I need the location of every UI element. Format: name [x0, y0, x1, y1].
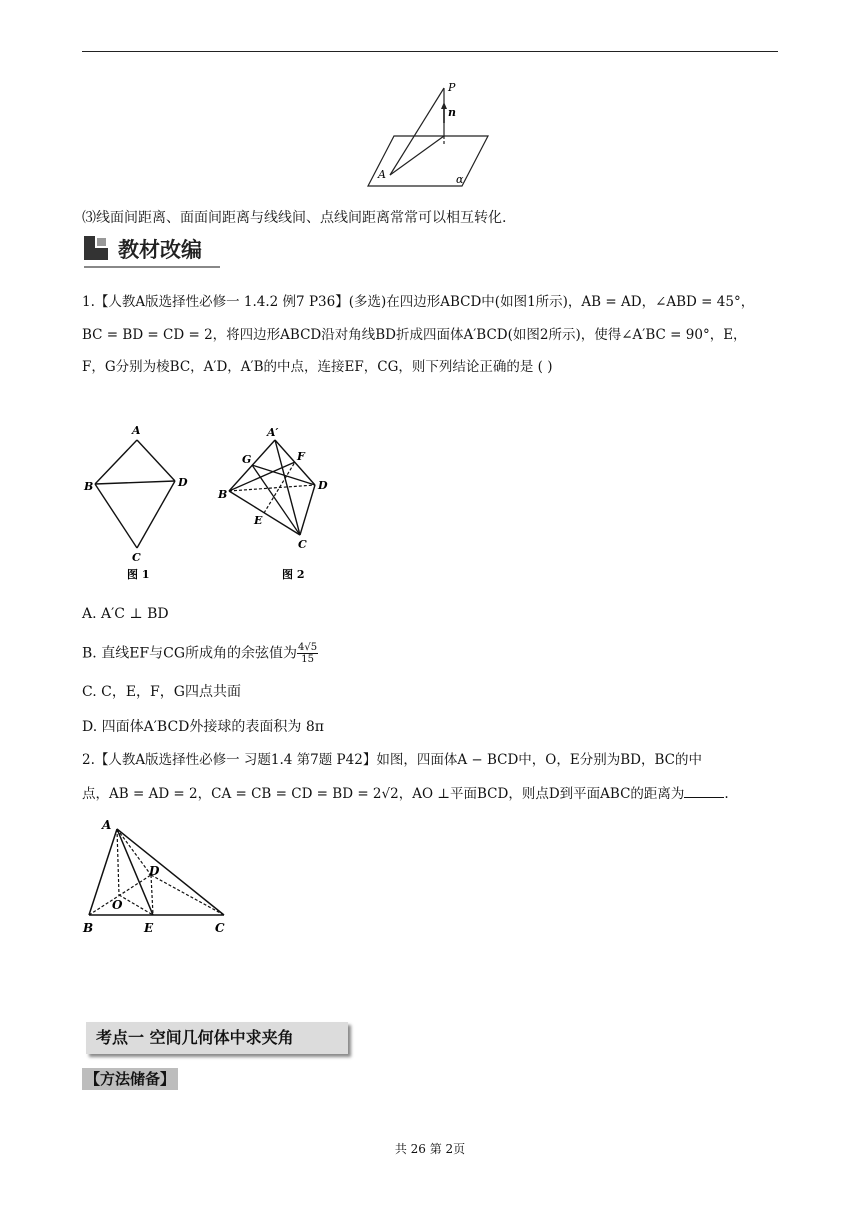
line-A-foot [390, 136, 444, 175]
edge-DC-hidden [151, 875, 224, 915]
figure-2 [217, 426, 328, 581]
q1-option-c: C. C，E，F，G四点共面 [82, 684, 241, 700]
q1-option-a: A. A′C ⊥ BD [82, 606, 169, 622]
fig2-label-D: D [318, 479, 328, 492]
fig2-caption: 图 2 [282, 568, 305, 581]
q2-figure [80, 815, 235, 937]
q2-line-1: 2.【人教A版选择性必修一 习题1.4 第7题 P42】如图，四面体A − BCD中，O，E分别为BD，BC的中 [82, 752, 702, 768]
fig1-label-A: A [132, 424, 141, 437]
q2-label-E: E [144, 921, 154, 935]
fig1-caption: 图 1 [127, 568, 150, 581]
q2-label-A: A [102, 818, 112, 832]
edge-OE-hidden [119, 895, 153, 915]
fig2-label-F: F [297, 450, 305, 463]
edge-AB [95, 440, 137, 484]
edge-AO-hidden [117, 829, 119, 895]
plane-figure [360, 78, 500, 190]
label-alpha: α [456, 173, 464, 186]
q2-label-C: C [215, 921, 225, 935]
plane-alpha [368, 136, 488, 186]
section-title: 教材改编 [118, 238, 202, 262]
edge-BD [95, 481, 175, 484]
fig1-label-C: C [132, 551, 141, 564]
fig1-label-B: B [84, 480, 94, 493]
fig2-label-A: A′ [267, 426, 279, 439]
q1-line-1: 1.【人教A版选择性必修一 1.4.2 例7 P36】(多选)在四边形ABCD中(如图1所示)，AB = AD，∠ABD = 45°， [82, 294, 755, 310]
q1-line-3: F，G分别为棱BC，A′D，A′B的中点，连接EF，CG，则下列结论正确的是 ( ) [82, 359, 553, 375]
answer-blank[interactable] [684, 783, 724, 798]
q1-figures [82, 418, 342, 588]
fraction-numerator: 4√5 [298, 642, 318, 653]
q2-label-O: O [112, 898, 123, 912]
label-P: P [448, 81, 456, 94]
topic-banner: 考点一 空间几何体中求夹角 [86, 1022, 348, 1054]
label-A: A [378, 168, 386, 181]
q1-option-b [82, 642, 318, 665]
q2-label-D: D [149, 864, 160, 878]
edge-AC [117, 829, 224, 915]
edge-DC [137, 481, 175, 548]
fig2-label-B: B [218, 488, 228, 501]
q1-option-b-text: B. 直线EF与CG所成角的余弦值为 [82, 645, 298, 662]
header-rule [82, 51, 778, 52]
normal-vector-arrow [441, 102, 447, 109]
line-AP [390, 88, 444, 175]
label-n: n [448, 106, 456, 119]
edge-AD [137, 440, 175, 481]
edge-DC [300, 485, 315, 535]
q1-option-b-fraction [297, 642, 318, 665]
fig2-label-E: E [254, 514, 263, 527]
q2-line-2-end: . [724, 786, 729, 802]
figure-1 [83, 424, 188, 581]
method-label: 【方法储备】 [82, 1068, 178, 1090]
section-icon [84, 236, 108, 260]
q2-line-2-text: 点，AB = AD = 2，CA = CB = CD = BD = 2√2，AO ⊥平面BCD，则点D到平面ABC的距离为 [82, 786, 685, 802]
edge-BC [95, 484, 137, 548]
page-footer: 共 26 第 2页 [394, 1142, 466, 1156]
fig2-label-C: C [298, 538, 307, 551]
q2-label-B: B [83, 921, 94, 935]
section-underline [84, 266, 220, 268]
q1-line-2: BC = BD = CD = 2，将四边形ABCD沿对角线BD折成四面体A′BCD(如图2所示)，使得∠A′BC = 90°，E， [82, 327, 747, 343]
q1-option-d: D. 四面体A′BCD外接球的表面积为 8π [82, 719, 324, 735]
fig2-label-G: G [242, 453, 252, 466]
fig1-label-D: D [178, 476, 188, 489]
note-3: ⑶线面间距离、面面间距离与线线间、点线间距离常常可以相互转化. [82, 210, 507, 226]
fraction-denominator: 15 [301, 654, 314, 665]
q2-line-2 [82, 783, 729, 804]
